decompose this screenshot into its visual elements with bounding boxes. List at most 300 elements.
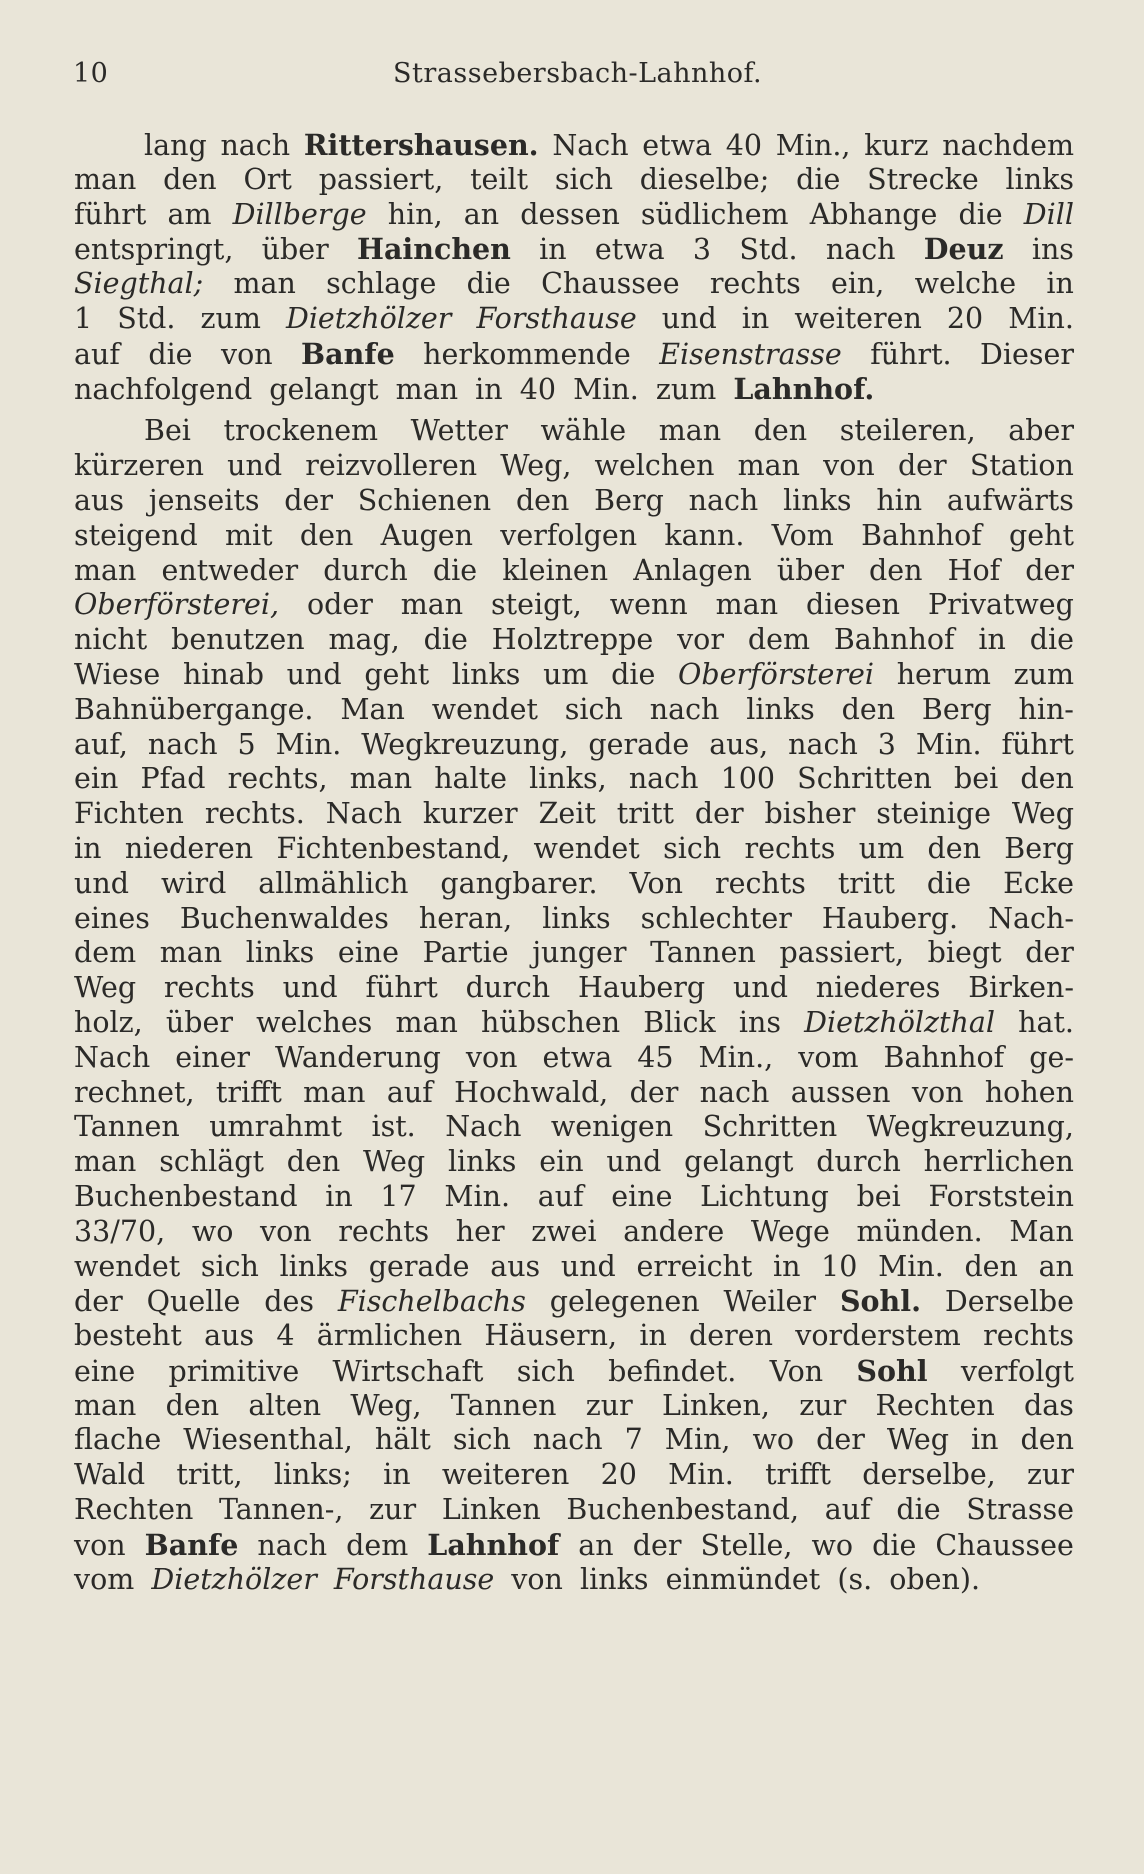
word: zum — [1013, 657, 1074, 691]
word: Linken, — [662, 1388, 770, 1422]
word: der — [1025, 936, 1074, 970]
word: Privatweg — [927, 588, 1074, 622]
word: Augen — [380, 518, 473, 552]
text-line — [74, 693, 1074, 728]
word: nach — [825, 233, 896, 267]
word: links — [279, 1249, 349, 1283]
word: steigend — [74, 518, 198, 552]
word: Hauberg — [577, 971, 706, 1005]
word: Nach — [74, 1040, 151, 1074]
word: 5 — [237, 727, 256, 761]
word: von — [465, 1040, 518, 1074]
word: holz, — [74, 1005, 143, 1039]
word: dem — [346, 1528, 409, 1562]
text-line — [74, 519, 1074, 554]
word: nach — [257, 1528, 328, 1562]
word: den — [753, 414, 808, 448]
text-line — [74, 1180, 1074, 1215]
word: Wirtschaft — [332, 1354, 484, 1388]
word: man — [74, 1145, 137, 1179]
word: Bahnhof — [883, 1040, 1005, 1074]
word: in — [539, 233, 567, 267]
word: dem — [747, 623, 810, 657]
word: Wanderung — [275, 1040, 441, 1074]
word: nach — [688, 483, 759, 517]
word: 45 — [637, 1040, 674, 1074]
word: einer — [175, 1040, 251, 1074]
word: man — [74, 162, 137, 196]
text-line — [74, 302, 1074, 337]
word: trockenem — [223, 414, 379, 448]
word: Bahnhof — [833, 623, 955, 657]
word: Station — [969, 449, 1074, 483]
word: des — [264, 1285, 314, 1319]
word: Ort — [243, 162, 292, 196]
text-line — [74, 623, 1074, 658]
text-line — [74, 588, 1074, 623]
word: 33/70, — [74, 1214, 166, 1248]
word: und — [560, 1249, 616, 1283]
word: nach — [147, 727, 218, 761]
word: Stelle, — [700, 1528, 793, 1562]
word: ein, — [830, 267, 885, 301]
word: niederes — [815, 971, 941, 1005]
text-line — [74, 414, 1074, 449]
word: Min. — [878, 1249, 944, 1283]
word: Min., — [698, 1040, 774, 1074]
word: gelangt — [684, 1145, 794, 1179]
word: ge- — [1029, 1040, 1074, 1074]
word: kurz — [864, 129, 929, 162]
word: links — [783, 483, 852, 517]
word: flache — [74, 1423, 162, 1457]
word: vor — [677, 623, 724, 657]
word: wo — [811, 1528, 854, 1562]
word: Nach- — [988, 901, 1074, 935]
word: der — [897, 449, 947, 483]
word: Bahnübergange. — [74, 692, 314, 726]
word: verfolgt — [960, 1354, 1074, 1388]
text-line — [74, 1041, 1074, 1076]
text-line — [74, 449, 1074, 484]
word: die — [466, 267, 511, 301]
word: Weiler — [723, 1285, 817, 1319]
word: wenigen — [550, 1110, 674, 1144]
word: von — [220, 337, 273, 371]
word: und — [282, 971, 338, 1005]
word: über — [165, 1005, 233, 1039]
word: aus, — [709, 727, 769, 761]
word: nachdem — [942, 129, 1074, 162]
word: Wegkreuzung, — [361, 727, 569, 761]
word: primitive — [168, 1354, 300, 1388]
word: und — [286, 657, 342, 691]
word: in — [639, 1319, 667, 1353]
word: und — [74, 866, 129, 900]
word: Nach — [552, 129, 629, 162]
text-line — [74, 1493, 1074, 1528]
word: Forststein — [928, 1179, 1074, 1213]
word: Wald — [74, 1458, 146, 1492]
word: gerade — [588, 727, 690, 761]
word: verfolgen — [500, 518, 638, 552]
word: führt — [1001, 727, 1074, 761]
word: das — [1024, 1388, 1074, 1422]
word: Siegthal; — [74, 267, 204, 301]
word: der — [816, 1423, 865, 1457]
word: Min. — [668, 1458, 734, 1492]
word: hübschen — [481, 1005, 621, 1039]
word: Ecke — [1003, 866, 1074, 900]
word: Chaussee — [541, 267, 680, 301]
word: Zeit — [538, 797, 596, 831]
word: Sohl — [856, 1353, 928, 1388]
body-text — [74, 128, 1074, 1597]
word: her — [455, 1214, 505, 1248]
word: sich — [663, 831, 722, 865]
word: Buchenbestand, — [566, 1493, 800, 1527]
word: nach — [532, 1423, 603, 1457]
word: und — [733, 971, 788, 1005]
word: in — [741, 301, 770, 335]
word: mag, — [328, 623, 400, 657]
word: vom — [74, 1562, 135, 1596]
word: die — [148, 337, 193, 371]
word: 7 — [624, 1423, 643, 1457]
word: man — [715, 588, 779, 622]
word: 40 — [725, 129, 762, 162]
word: eines — [74, 901, 150, 935]
word: auf — [74, 337, 120, 371]
word: Chaussee — [935, 1528, 1074, 1562]
word: den — [299, 518, 354, 552]
word: 3 — [692, 233, 712, 267]
word: jenseits — [148, 483, 260, 517]
word: Lichtung — [700, 1179, 829, 1213]
word: Weg — [363, 1145, 426, 1179]
word: besteht — [74, 1319, 182, 1353]
word: links; — [273, 1458, 352, 1492]
word: in — [773, 1249, 801, 1283]
word: der — [629, 1075, 679, 1109]
word: sich — [516, 1354, 575, 1388]
word: links — [580, 1562, 649, 1596]
word: man — [303, 1075, 366, 1109]
word: etwa — [642, 129, 712, 162]
word: herum — [896, 657, 991, 691]
word: nach — [649, 692, 720, 726]
word: man — [233, 267, 296, 301]
word: tritt — [616, 797, 674, 831]
word: Hochwald, — [454, 1075, 609, 1109]
word: zur — [1026, 1458, 1074, 1492]
text-line — [74, 337, 1074, 372]
word: Strecke — [867, 162, 979, 196]
word: hohen — [984, 1075, 1074, 1109]
word: Weg — [1011, 797, 1074, 831]
text-line — [74, 762, 1074, 797]
word: Berg — [594, 483, 664, 517]
word: Dietzhölzer — [285, 301, 452, 335]
text-line — [74, 902, 1074, 937]
word: ist. — [371, 1110, 416, 1144]
text-line — [74, 832, 1074, 867]
word: Wege — [750, 1214, 830, 1248]
word: in — [74, 831, 102, 865]
word: durch — [323, 553, 408, 587]
word: einmündet — [665, 1562, 821, 1596]
word: herkommende — [423, 337, 631, 371]
word: links — [1005, 162, 1074, 196]
text-line — [74, 936, 1074, 971]
word: 20 — [600, 1458, 637, 1492]
word: 1 — [74, 301, 93, 335]
word: Von — [629, 866, 683, 900]
word: wendet — [74, 1249, 181, 1283]
word: um — [858, 831, 905, 865]
word: in — [1046, 267, 1074, 301]
word: kleinen — [502, 553, 609, 587]
text-line — [74, 728, 1074, 763]
text-line — [74, 232, 1074, 267]
word: man — [658, 414, 722, 448]
word: von — [511, 1562, 563, 1596]
text-line — [74, 163, 1074, 198]
word: Min. — [275, 727, 342, 761]
word: 100 — [720, 762, 776, 796]
word: kürzeren — [74, 449, 204, 483]
word: in — [971, 1423, 999, 1457]
word: Blick — [643, 1005, 716, 1039]
word: Man — [340, 692, 405, 726]
word: Linken — [441, 1493, 541, 1527]
word: Forsthause — [333, 1562, 495, 1596]
word: umrahmt — [209, 1110, 343, 1144]
text-line — [74, 1354, 1074, 1389]
word: dem — [74, 936, 137, 970]
word: die — [896, 1493, 941, 1527]
word: der — [632, 1528, 682, 1562]
word: Dietzhölzer — [151, 1562, 317, 1596]
word: links — [542, 901, 611, 935]
word: und — [661, 301, 717, 335]
word: die — [796, 162, 841, 196]
word: Berg — [1004, 831, 1074, 865]
word: hält — [374, 1423, 431, 1457]
word: tritt — [837, 866, 895, 900]
word: am — [167, 197, 212, 231]
word: Schienen — [357, 483, 492, 517]
word: eine — [337, 936, 400, 970]
word: den — [1020, 1423, 1074, 1457]
text-line — [74, 1215, 1074, 1250]
word: diesen — [805, 588, 901, 622]
word: heran, — [418, 901, 513, 935]
word: der — [1025, 553, 1074, 587]
word: Lahnhof — [427, 1527, 560, 1562]
word: aus — [204, 1319, 255, 1353]
text-line — [74, 658, 1074, 693]
word: vorderstem — [795, 1319, 961, 1353]
word: links — [746, 692, 815, 726]
word: weiteren — [794, 301, 922, 335]
word: Oberförsterei, — [74, 588, 280, 622]
word: rechts — [709, 267, 801, 301]
word: 40 — [519, 372, 556, 406]
word: den — [515, 483, 570, 517]
word: aus — [490, 1249, 541, 1283]
text-line — [74, 1389, 1074, 1424]
word: man — [349, 762, 413, 796]
word: Strasse — [966, 1493, 1074, 1527]
word: ein — [539, 1145, 584, 1179]
word: Rittershausen. — [303, 128, 539, 162]
word: Abhange — [809, 197, 938, 231]
word: schlage — [326, 267, 437, 301]
word: Hainchen — [357, 232, 511, 267]
word: sich — [200, 1249, 259, 1283]
word: Vom — [771, 518, 834, 552]
word: Min., — [775, 129, 851, 162]
word: sich — [564, 692, 623, 726]
word: Anlagen — [633, 553, 752, 587]
word: schlägt — [159, 1145, 264, 1179]
word: Forsthause — [476, 301, 637, 335]
word: aus — [74, 483, 124, 517]
word: Dillberge — [232, 197, 367, 231]
word: entweder — [161, 553, 299, 587]
word: Min. — [1008, 301, 1074, 335]
word: zur — [799, 1388, 847, 1422]
word: man — [737, 449, 800, 483]
word: Holztreppe — [491, 623, 654, 657]
word: Weg, — [500, 449, 572, 483]
word: Banfe — [301, 336, 395, 371]
word: welchen — [594, 449, 715, 483]
word: man — [395, 372, 459, 406]
word: man — [400, 588, 464, 622]
word: von — [74, 1528, 126, 1562]
word: um — [543, 657, 589, 691]
text-line — [74, 554, 1074, 589]
word: links — [451, 657, 521, 691]
text-line — [74, 971, 1074, 1006]
word: man — [74, 1388, 137, 1422]
word: zwei — [531, 1214, 597, 1248]
word: niederen — [124, 831, 254, 865]
word: aussen — [790, 1075, 891, 1109]
word: der — [74, 1285, 123, 1319]
word: hin, — [387, 197, 443, 231]
word: oben). — [889, 1562, 981, 1596]
word: Nach — [445, 1110, 522, 1144]
text-line — [74, 1458, 1074, 1493]
word: befindet. — [608, 1354, 737, 1388]
word: hin- — [1018, 692, 1074, 726]
word: etwa — [594, 233, 665, 267]
word: geht — [364, 657, 430, 691]
word: schlechter — [640, 901, 792, 935]
text-line — [74, 1250, 1074, 1285]
word: Std. — [117, 301, 176, 335]
word: reizvolleren — [305, 449, 478, 483]
page-header — [73, 58, 1073, 98]
word: Birken- — [968, 971, 1074, 1005]
word: derselbe, — [862, 1458, 996, 1492]
word: in — [978, 623, 1006, 657]
word: auf — [386, 1075, 433, 1109]
word: Rechten — [875, 1388, 995, 1422]
word: in — [325, 1179, 353, 1213]
word: Man — [1009, 1214, 1074, 1248]
word: und — [227, 449, 283, 483]
word: Häusern, — [484, 1319, 618, 1353]
text-line — [74, 372, 1074, 407]
word: man — [395, 1005, 458, 1039]
word: 17 — [380, 1179, 417, 1213]
word: an — [463, 197, 500, 231]
paragraph — [74, 128, 1074, 406]
word: die — [958, 197, 1003, 231]
word: dessen — [520, 197, 620, 231]
word: bei — [954, 762, 999, 796]
word: und — [606, 1145, 662, 1179]
word: in — [383, 1458, 411, 1492]
word: die — [1029, 623, 1074, 657]
word: den — [286, 1145, 341, 1179]
word: nachfolgend — [74, 372, 253, 406]
word: zum — [655, 372, 717, 406]
word: kurzer — [422, 797, 518, 831]
text-line — [74, 797, 1074, 832]
word: von — [823, 449, 875, 483]
word: wendet — [431, 692, 538, 726]
text-line — [74, 198, 1074, 233]
word: Buchenbestand — [74, 1179, 298, 1213]
word: gelegenen — [549, 1285, 700, 1319]
word: Hauberg. — [821, 901, 959, 935]
word: benutzen — [171, 623, 305, 657]
word: Tannen — [450, 1388, 557, 1422]
word: rechts — [744, 831, 836, 865]
paragraph — [74, 414, 1074, 1597]
word: Dietzhölzthal — [804, 1005, 995, 1039]
word: wo — [191, 1214, 234, 1248]
word: bisher — [764, 797, 856, 831]
word: Tannen — [74, 1110, 180, 1144]
word: aber — [1008, 414, 1074, 448]
word: links — [447, 1145, 517, 1179]
word: Sohl. — [839, 1284, 922, 1319]
word: lang — [144, 129, 207, 162]
word: durch — [465, 971, 551, 1005]
word: man — [74, 553, 137, 587]
word: rechnet, — [74, 1075, 195, 1109]
word: Wiesenthal, — [183, 1423, 353, 1457]
text-line — [74, 1076, 1074, 1111]
word: oder — [306, 588, 373, 622]
word: erreicht — [636, 1249, 753, 1283]
word: Fichtenbestand, — [276, 831, 511, 865]
word: an — [1038, 1249, 1074, 1283]
word: halte — [434, 762, 507, 796]
word: Tannen — [650, 936, 756, 970]
word: an — [578, 1528, 614, 1562]
word: hin — [876, 483, 923, 517]
word: mit — [225, 518, 273, 552]
word: nach — [699, 1075, 770, 1109]
word: welches — [256, 1005, 373, 1039]
